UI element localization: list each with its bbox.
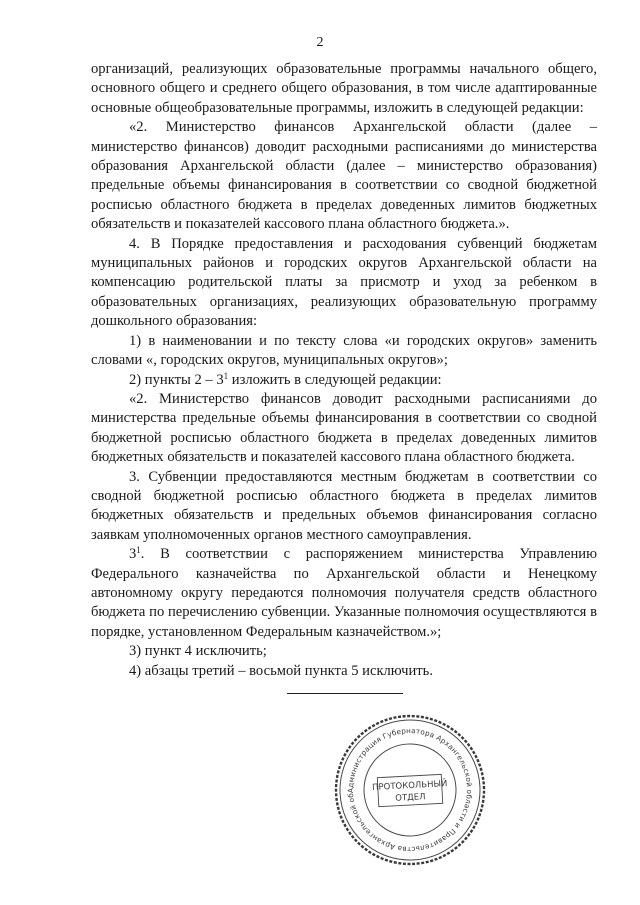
point-3-1-superscript: 1 [136,545,141,556]
paragraph-subitem-4: 4) абзацы третий – восьмой пункта 5 исключить. [129,662,433,679]
paragraph-subitem-2 [91,371,597,390]
stamp-center-line-2: ОТДЕЛ [395,792,426,804]
paragraph-item-4: 4. В Порядке предоставления и расходования субвенций бюджетам муниципальных районов и городских округов Архангельской области на компенсацию родительской платы за присмотр и уход за ребенком в образовательных организациях, реализующих образовательную программу дошкольного образования: [91,235,597,330]
subitem-2-before: 2) пункты 2 – 3 [129,371,224,388]
point-3-1-text: . В соответствии с распоряжением министерства Управлению Федерального казначейства по Архангельской области и Ненецкому автономному округу передаются полномочия получателя средств областного бюджета по перечислению субвенции. Указанные полномочия осуществляются в порядке, установленном Федеральным казначейством.»; [91,546,597,640]
paragraph-new-point-2: «2. Министерство финансов доводит расходными расписаниями до министерства предельные объемы финансирования в соответствии со сводной бюджетной росписью областного бюджета в пределах доведенных лимитов бюджетных обязательств и показателей кассового плана областного бюджета. [91,390,597,466]
paragraph-subitem-3: 3) пункт 4 исключить; [129,643,267,660]
point-3-1-number: 3 [129,546,137,563]
paragraph-continuation: организаций, реализующих образовательные программы начального общего, основного общего и среднего общего образования, в том числе адаптированные основные общеобразовательные программы, изложить в следующей редакции: [91,61,597,116]
document-body [91,60,597,681]
stamp-seal-icon [326,706,494,874]
stamp-center-line-1: ПРОТОКОЛЬНЫЙ [371,779,448,793]
subitem-2-superscript: 1 [223,370,229,381]
closing-divider-line [287,693,403,694]
paragraph-new-point-3: 3. Субвенции предоставляются местным бюджетам в соответствии со сводной бюджетной росписью областного бюджета в пределах лимитов бюджетных обязательств и предельных объемов финансирования согласно заявкам уполномоченных органов местного самоуправления. [91,468,597,543]
paragraph-new-point-3-1 [91,545,597,642]
paragraph-point-2-quote: «2. Министерство финансов Архангельской области (далее – министерство финансов) доводит расходными расписаниями до министерства образования Архангельской области (далее – министерство образования) предельные объемы финансирования в соответствии со сводной бюджетной росписью областного бюджета в пределах доведенных лимитов бюджетных обязательств и показателей кассового плана областного бюджета.». [91,119,597,233]
stamp-ring-text: Администрация Губернатора Архангельской области и Правительства Архангельской области Управление делами и мероприятиями протокола [325,707,475,855]
official-stamp [326,706,494,874]
paragraph-subitem-1: 1) в наименовании и по тексту слова «и городских округов» заменить словами «, городских округов, муниципальных округов»; [91,332,597,369]
subitem-2-after: изложить в следующей редакции: [228,371,442,388]
page-number: 2 [316,35,324,50]
